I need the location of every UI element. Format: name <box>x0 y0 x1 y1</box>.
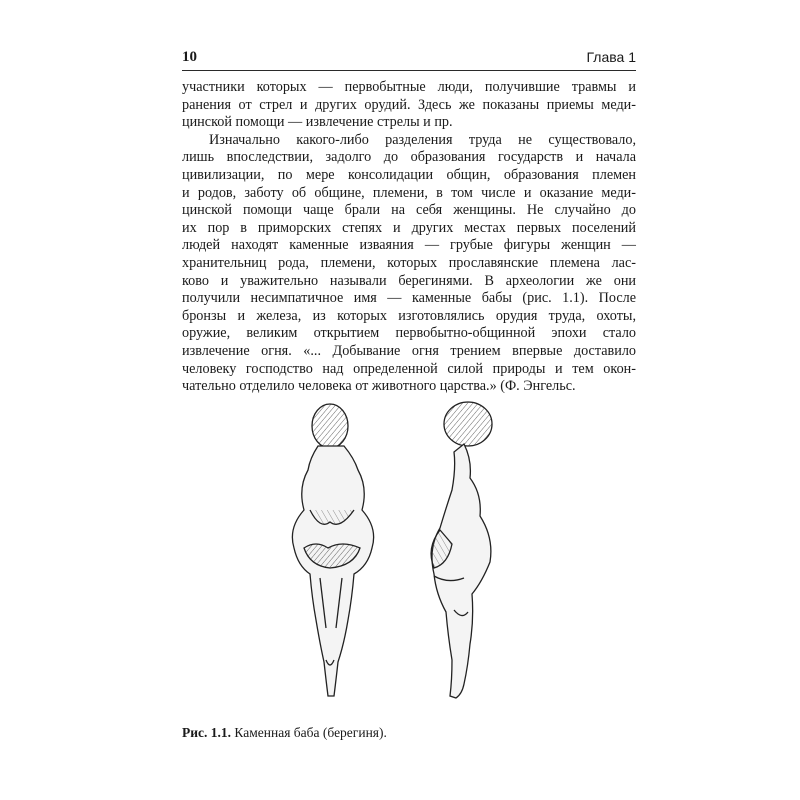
text-line: оружие, великим открытием первобытно-общинной эпохи стало <box>182 325 636 342</box>
figurine-illustration <box>268 398 530 708</box>
text-line: бронзы и железа, из которых изготовлялись орудия труда, охоты, <box>182 307 636 324</box>
text-line: лишь впоследствии, задолго до образования государств и начала <box>182 149 636 166</box>
text-line: хранительниц рода, племени, которых прославянские племена лас- <box>182 255 636 271</box>
text-line: Изначально какого-либо разделения труда не существовало, <box>209 131 636 148</box>
text-line: извлечение огня. «... Добывание огня трением впервые доставило <box>182 343 636 359</box>
chapter-title: Глава 1 <box>586 49 636 65</box>
figure-stone-figurines <box>268 398 530 708</box>
text-line: ково и уважительно называли берегинями. В археологии же они <box>182 272 636 289</box>
text-line: получили несимпатичное имя — каменные бабы (рис. 1.1). После <box>182 290 636 307</box>
page-number: 10 <box>182 49 197 65</box>
text-line: участники которых — первобытные люди, получившие травмы и <box>182 79 636 95</box>
figure-caption <box>182 725 387 741</box>
text-line: цинской помощи чаще брали на себя женщины. Не случайно до <box>182 202 636 219</box>
figurine-side-view <box>431 402 492 698</box>
text-line: и родов, заботу об общине, племени, в том числе и оказание меди- <box>182 184 636 201</box>
text-line: цинской помощи — извлечение стрелы и пр. <box>182 114 453 131</box>
caption-text: Каменная баба (берегиня). <box>231 725 387 740</box>
page-header <box>182 49 636 69</box>
caption-label: Рис. 1.1. <box>182 725 232 740</box>
text-line: цивилизации, по мере консолидации общин, образования племен <box>182 167 636 183</box>
figurine-front-view <box>292 404 373 696</box>
text-line: людей находят каменные изваяния — грубые фигуры женщин — <box>182 237 636 254</box>
text-line: чательно отделило человека от животного царства.» (Ф. Энгельс. <box>182 378 576 395</box>
text-line: ранения от стрел и других орудий. Здесь же показаны приемы меди- <box>182 96 636 113</box>
text-line: человеку господство над определенной силой природы и тем окон- <box>182 360 636 377</box>
header-rule <box>182 70 636 71</box>
text-line: их пор в приморских степях и других местах первых поселений <box>182 219 636 236</box>
